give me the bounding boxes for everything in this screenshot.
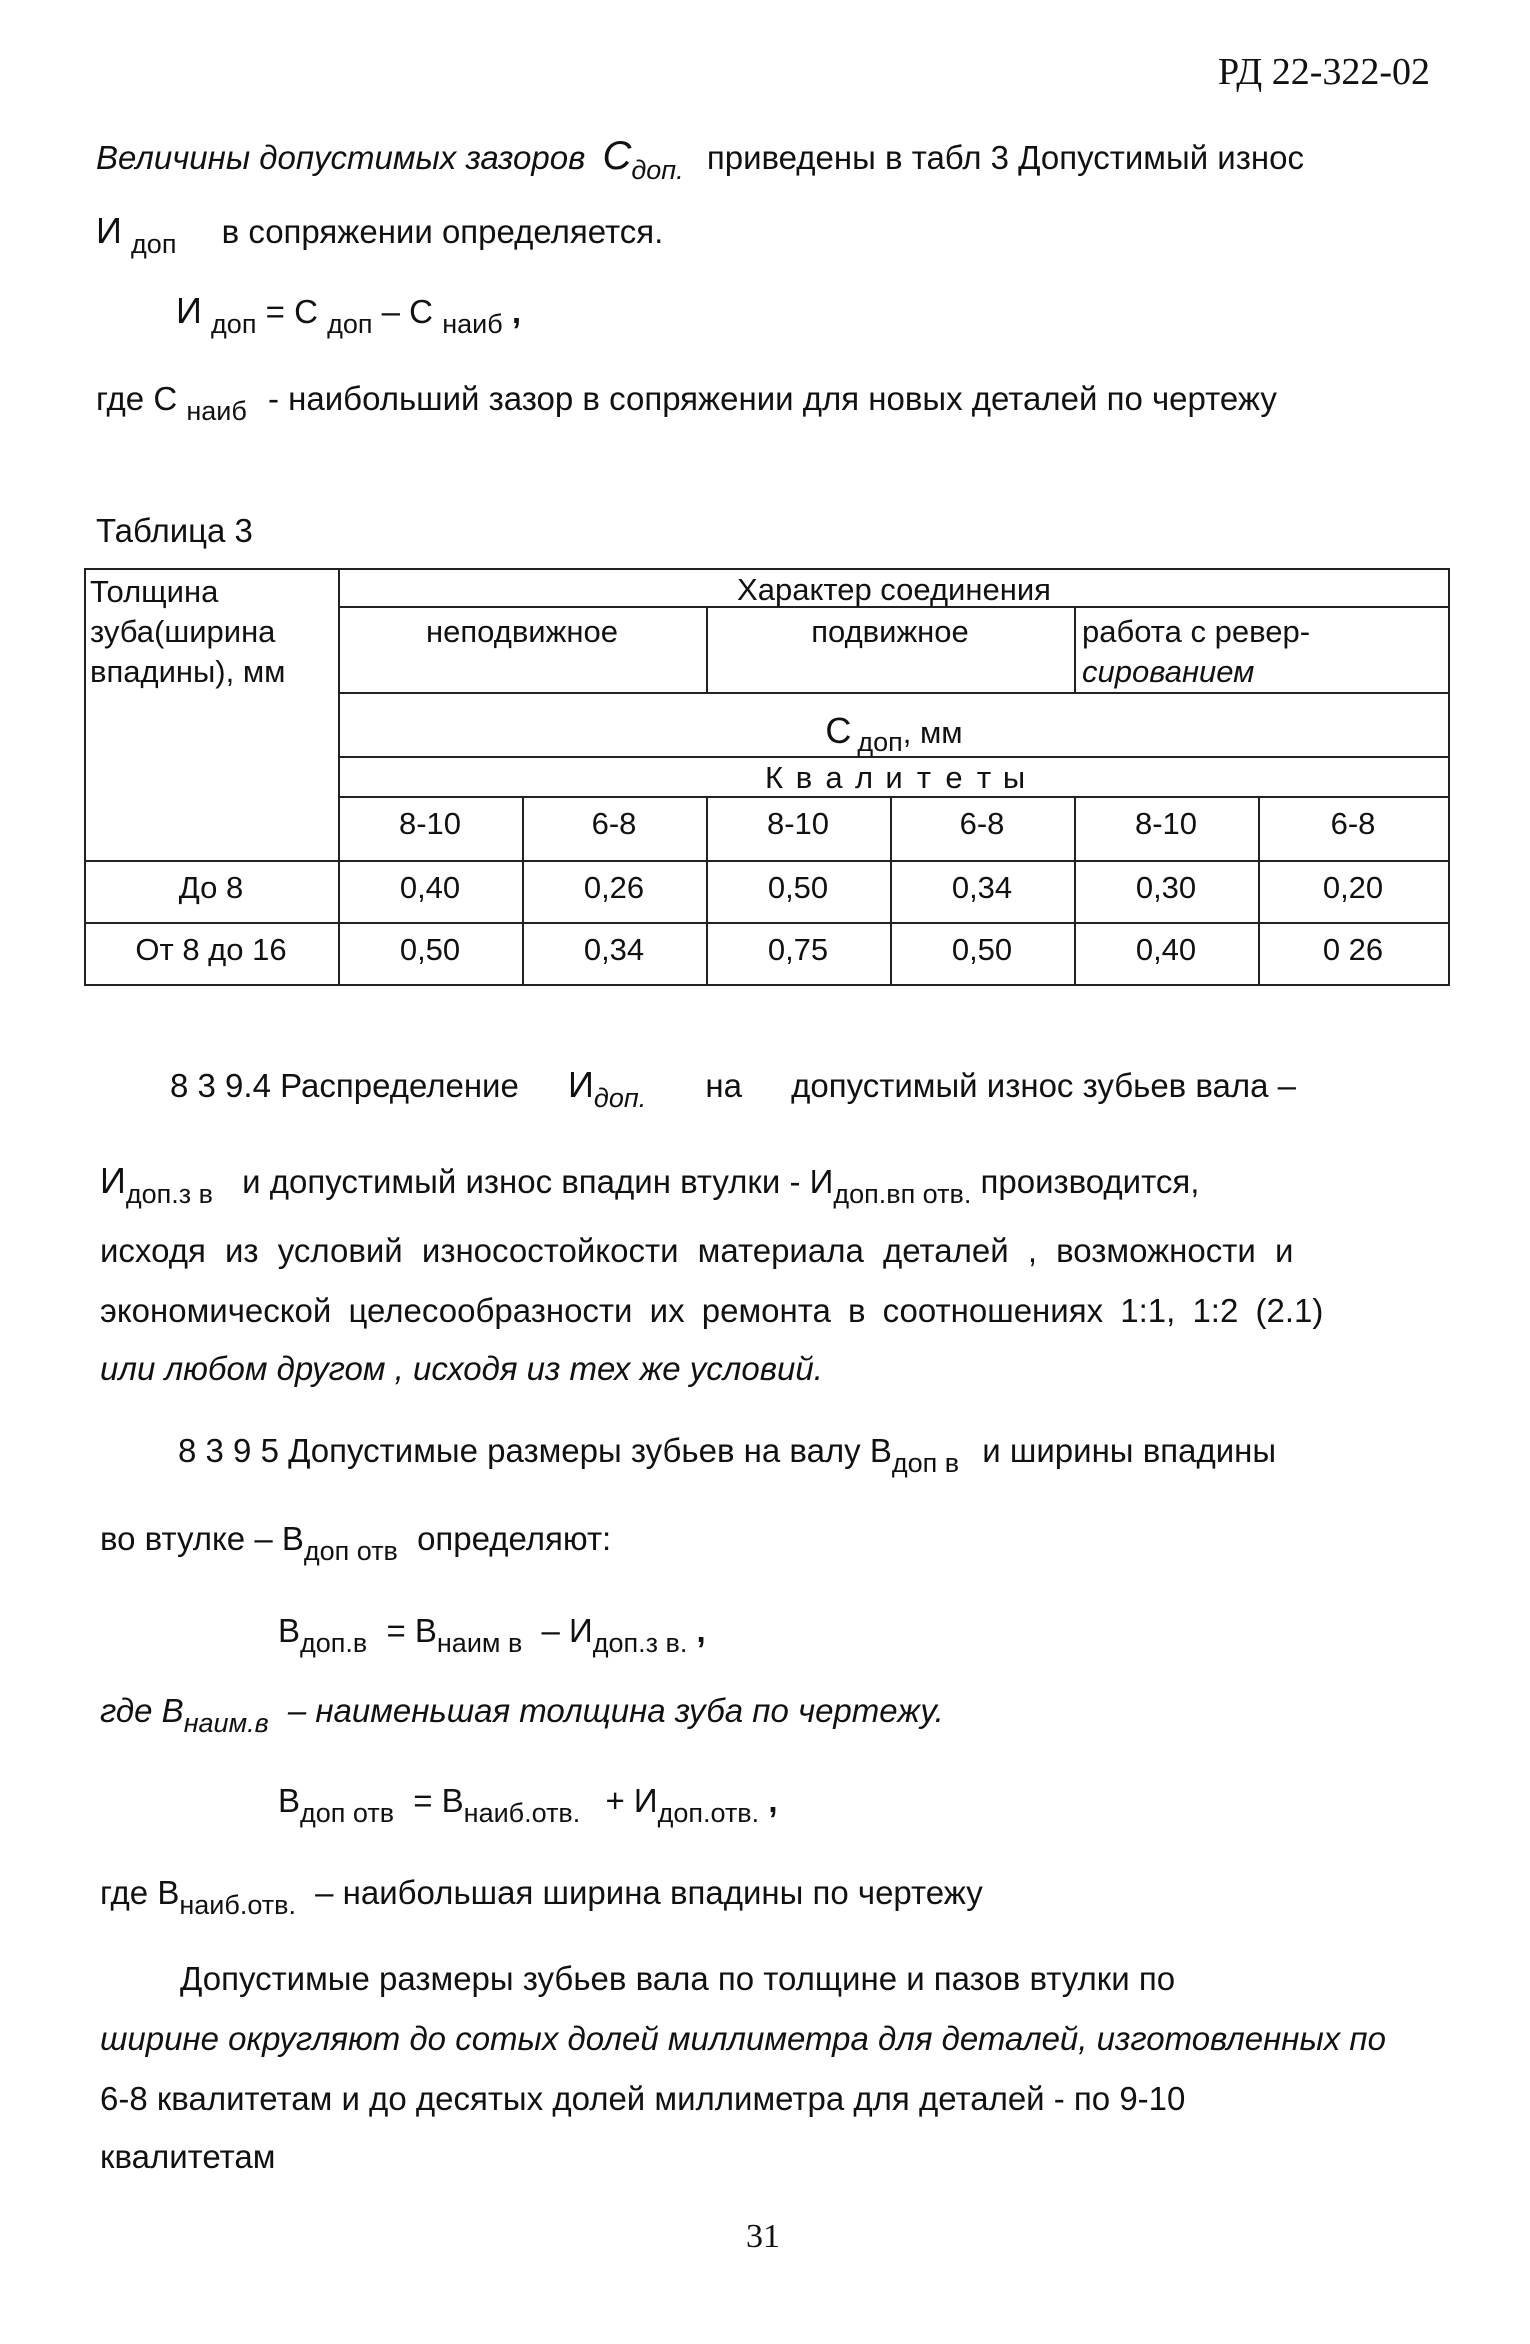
grade-cell: 8-10 xyxy=(766,806,830,841)
p8394-line-4: экономической целесообразности их ремонта в соотношениях 1:1, 1:2 (2.1) xyxy=(100,1292,1324,1329)
col-group-reversing-2: сированием xyxy=(1082,654,1255,689)
letter: л xyxy=(854,760,874,795)
table-cell: 0 26 xyxy=(1322,932,1384,967)
table-cell: 0,40 xyxy=(1135,932,1197,967)
table-cell: 0,34 xyxy=(951,870,1013,905)
where-line-2 xyxy=(100,1692,944,1738)
punctuation: , xyxy=(696,1612,706,1649)
table-cell: 0,40 xyxy=(399,870,461,905)
punctuation: , xyxy=(768,1782,778,1819)
letter: в xyxy=(795,760,813,795)
letter: и xyxy=(885,760,903,795)
final-line-4: квалитетам xyxy=(100,2138,276,2175)
row-label: До 8 xyxy=(178,870,244,905)
operator: = В xyxy=(413,1782,464,1819)
symbol-i: И xyxy=(96,210,122,251)
subscript: наиб xyxy=(442,309,503,339)
grade-cell: 8-10 xyxy=(398,806,462,841)
operator: = В xyxy=(386,1612,437,1649)
unit-text: , мм xyxy=(902,715,963,750)
subscript: наиб xyxy=(186,396,247,426)
row-header-line: Толщина xyxy=(90,574,219,609)
p8395-line-1 xyxy=(178,1432,1277,1478)
subscript: доп отв xyxy=(303,1536,398,1566)
subscript: доп xyxy=(131,229,177,259)
subscript: доп. xyxy=(593,1083,647,1113)
final-line-1: Допустимые размеры зубьев вала по толщине и пазов втулки по xyxy=(180,1960,1176,1997)
where-text: где В xyxy=(100,1874,180,1911)
subscript: доп отв xyxy=(300,1798,395,1828)
intro-text: Величины допустимых зазоров xyxy=(96,139,586,176)
table-cell: 0,50 xyxy=(399,932,461,967)
table-cell: 0,30 xyxy=(1135,870,1197,905)
operator: + И xyxy=(605,1782,658,1819)
subscript: доп xyxy=(857,727,903,757)
clearance-table xyxy=(84,568,1450,986)
formula-wear xyxy=(176,290,522,339)
col-group-fixed: неподвижное xyxy=(426,614,618,649)
p8395-line-2 xyxy=(100,1520,612,1566)
p8394-line-5: или любом другом , исходя из тех же условий. xyxy=(100,1350,823,1387)
symbol-c: С xyxy=(602,134,632,178)
table-cell: 0,34 xyxy=(583,932,645,967)
subscript: доп.в xyxy=(300,1628,368,1658)
col-group-reversing: работа с ревер- xyxy=(1082,614,1311,649)
para-text: и допустимый износ впадин втулки - И xyxy=(242,1163,834,1200)
symbol-i: И xyxy=(176,290,202,331)
where-text: где С xyxy=(96,380,178,417)
where-line-3 xyxy=(100,1874,983,1920)
subscript: доп.з в xyxy=(125,1179,213,1209)
table-cell: 0,50 xyxy=(767,870,829,905)
p8394-line-1 xyxy=(170,1064,1297,1113)
document-code: РД 22-322-02 xyxy=(1218,51,1431,93)
unit-label xyxy=(338,710,1450,757)
p8394-line-3: исходя из условий износостойкости материала деталей , возможности и xyxy=(100,1232,1294,1269)
letter: К xyxy=(764,760,784,795)
subscript: наим в xyxy=(436,1628,523,1658)
symbol-c: С xyxy=(825,710,852,751)
grade-cell: 8-10 xyxy=(1134,806,1198,841)
subscript: доп.вп отв. xyxy=(833,1179,972,1209)
p8394-line-2 xyxy=(100,1160,1200,1209)
letter: а xyxy=(825,760,843,795)
para-text: допустимый износ зубьев вала – xyxy=(791,1067,1297,1104)
page-number: 31 xyxy=(746,2218,780,2255)
row-label: От 8 до 16 xyxy=(135,932,287,967)
grade-cell: 6-8 xyxy=(1330,806,1376,841)
subscript: доп xyxy=(327,309,373,339)
intro-line-1 xyxy=(96,134,1304,185)
table-caption: Таблица 3 xyxy=(96,512,253,549)
para-text: определяют: xyxy=(417,1520,612,1557)
intro-text: в сопряжении определяется. xyxy=(221,213,664,250)
table-cell: 0,20 xyxy=(1322,870,1384,905)
para-text: и ширины впадины xyxy=(982,1432,1277,1469)
letter: ы xyxy=(1002,760,1026,795)
subscript: наиб.отв. xyxy=(463,1798,581,1828)
grade-cell: 6-8 xyxy=(591,806,637,841)
grade-cell: 6-8 xyxy=(959,806,1005,841)
para-text: на xyxy=(705,1067,742,1104)
subscript: доп.отв. xyxy=(657,1798,760,1828)
table-cell: 0,75 xyxy=(767,932,829,967)
operator: – С xyxy=(381,293,434,330)
para-text: 8 3 9 5 Допустимые размеры зубьев на валу В xyxy=(178,1432,892,1469)
final-line-3: 6-8 квалитетам и до десятых долей миллиметра для деталей - по 9-10 xyxy=(100,2080,1186,2117)
operator: = С xyxy=(265,293,318,330)
group-header: Характер соединения xyxy=(737,572,1051,607)
row-header-line: зуба(ширина xyxy=(90,614,276,649)
letter: е xyxy=(945,760,963,795)
where-text: где В xyxy=(100,1692,184,1729)
final-line-2: ширине округляют до сотых долей миллиметра для деталей, изготовленных по xyxy=(100,2020,1386,2057)
table-cell: 0,50 xyxy=(951,932,1013,967)
symbol-i: И xyxy=(100,1160,126,1201)
col-group-movable: подвижное xyxy=(811,614,969,649)
qualities-label xyxy=(338,760,1450,796)
where-text: - наибольший зазор в сопряжении для новых деталей по чертежу xyxy=(268,380,1277,417)
formula-shaft xyxy=(278,1612,706,1658)
subscript: наиб.отв. xyxy=(179,1890,296,1920)
subscript: доп.з в. xyxy=(592,1628,688,1658)
para-text: производится, xyxy=(980,1163,1200,1200)
subscript: доп. xyxy=(631,155,684,185)
where-line-1 xyxy=(96,380,1277,426)
intro-line-2 xyxy=(96,210,664,259)
operator: – И xyxy=(541,1612,593,1649)
letter: т xyxy=(976,760,992,795)
subscript: доп xyxy=(211,309,257,339)
para-text: во втулке – В xyxy=(100,1520,304,1557)
subscript: наим.в xyxy=(183,1708,269,1738)
where-text: – наименьшая толщина зуба по чертежу. xyxy=(287,1692,944,1729)
symbol-i: И xyxy=(568,1064,594,1105)
symbol-b: В xyxy=(278,1782,301,1819)
formula-hub xyxy=(278,1782,778,1828)
subscript: доп в xyxy=(891,1448,960,1478)
letter: т xyxy=(916,760,932,795)
symbol-b: В xyxy=(278,1612,301,1649)
table-cell: 0,26 xyxy=(583,870,645,905)
punctuation: , xyxy=(511,293,522,330)
row-header-line: впадины), мм xyxy=(90,654,286,689)
where-text: – наибольшая ширина впадины по чертежу xyxy=(315,1874,983,1911)
para-text: 8 3 9.4 Распределение xyxy=(170,1067,519,1104)
intro-text: приведены в табл 3 Допустимый износ xyxy=(706,139,1304,176)
